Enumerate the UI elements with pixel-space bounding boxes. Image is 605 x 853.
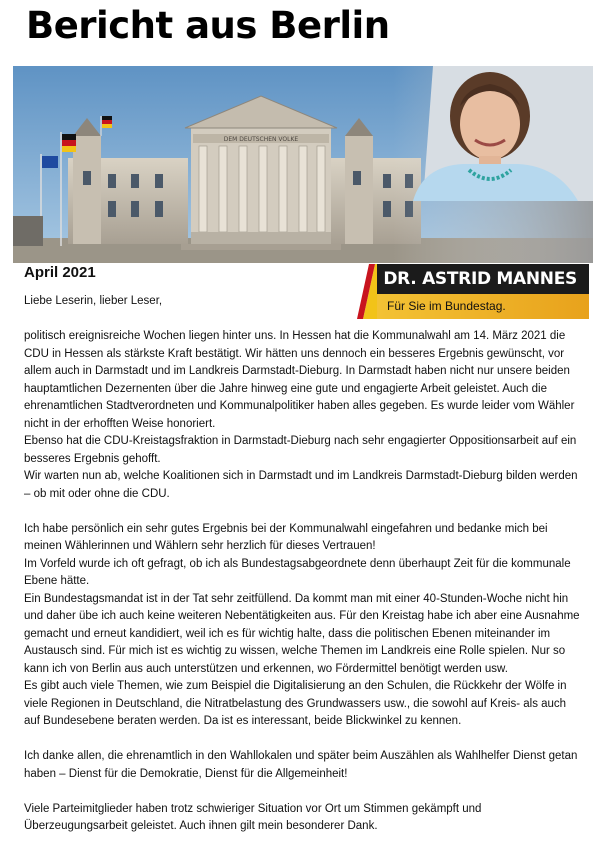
letter-paragraph (24, 801, 580, 836)
paragraph-line: Wir warten nun ab, welche Koalitionen sich in Darmstadt und im Landkreis Darmstadt-Dieburg bilden werden – ob mit oder ohne die CDU. (24, 470, 578, 500)
paragraph-line: Ein Bundestagsmandat ist in der Tat sehr zeitfüllend. Da kommt man mit einer 40-Stunden-Woche nicht hin und daher übe ich auch keine weiteren Nebentätigkeiten aus. Für den Kreistag habe ich aber eine Ausnahme gemacht und erneut kandidiert, weil ich es für wichtig halte, dass die politischen Ebenen miteinander im Austausch sind. Für mich ist es wichtig zu wissen, welche Themen im Landkreis eine Rolle spielen. Nur so kann ich von Berlin aus auch unterstützen und erkennen, wo Fördermittel benötigt werden usw. (24, 592, 580, 675)
paragraph-line: Viele Parteimitglieder haben trotz schwieriger Situation vor Ort um Stimmen gekämpft und Überzeugungsarbeit geleistet. Auch ihnen gilt mein besonderer Dank. (24, 802, 482, 832)
paragraph-line: Ich danke allen, die ehrenamtlich in den Wahllokalen und später beim Auszählen als Wahlhelfer Dienst getan haben – Dienst für die Demokratie, Dienst für die Allgemeinheit! (24, 750, 578, 780)
paragraph-line: Ich habe persönlich ein sehr gutes Ergebnis bei der Kommunalwahl eingefahren und bedanke mich bei meinen Wählerinnen und Wählern sehr herzlich für dieses Vertrauen! (24, 522, 548, 552)
letter-paragraph (24, 748, 580, 783)
paragraph-list (24, 328, 580, 836)
paragraph-line: politisch ereignisreiche Wochen liegen hinter uns. In Hessen hat die Kommunalwahl am 14. März 2021 die CDU in Hessen als stärkste Kraft bestätigt. Wir hätten uns dennoch ein besseres Ergebnis gewünscht, vor allem auch in Darmstadt und im Landkreis Darmstadt-Dieburg. In Darmstadt haben nicht nur unsere beiden hauptamtlichen Dezernenten über die Jahre hinweg eine gute und engagierte Arbeit geleistet. Auch die ehrenamtlichen Stadtverordneten und Kommunalpolitiker haben alles gegeben. Es wurde leider vom Wähler nicht in der erhofften Weise honoriert. (24, 330, 575, 430)
paragraph-line: Es gibt auch viele Themen, wie zum Beispiel die Digitalisierung an den Schulen, die Rückkehr der Wölfe in viele Regionen in Deutschland, die Nitratbelastung des Grundwassers usw., die sowohl auf Kreis- als auch auf Bundesebene beraten werden. Da ist es interessant, beide Blickwinkel zu kennen. (24, 680, 567, 727)
building-inscription: DEM DEUTSCHEN VOLKE (223, 136, 299, 143)
letter-paragraph (24, 521, 580, 731)
representative-tagline: Für Sie im Bundestag. (377, 294, 589, 319)
representative-name: DR. ASTRID MANNES (377, 264, 589, 294)
letter-paragraph (24, 328, 580, 503)
reichstag-photo (13, 66, 593, 263)
letter-body (24, 293, 580, 853)
paragraph-line: Ebenso hat die CDU-Kreistagsfraktion in Darmstadt-Dieburg nach sehr engagierter Oppositionsarbeit auf ein besseres Ergebnis gehofft. (24, 435, 577, 465)
paragraph-line: Im Vorfeld wurde ich oft gefragt, ob ich als Bundestagsabgeordnete denn überhaupt Zeit für die kommunale Ebene hätte. (24, 557, 571, 587)
portrait-photo (413, 66, 593, 201)
letter-greeting: Liebe Leserin, lieber Leser, (24, 295, 163, 307)
letter-date: April 2021 (24, 264, 96, 281)
page-title: Bericht aus Berlin (26, 4, 390, 47)
